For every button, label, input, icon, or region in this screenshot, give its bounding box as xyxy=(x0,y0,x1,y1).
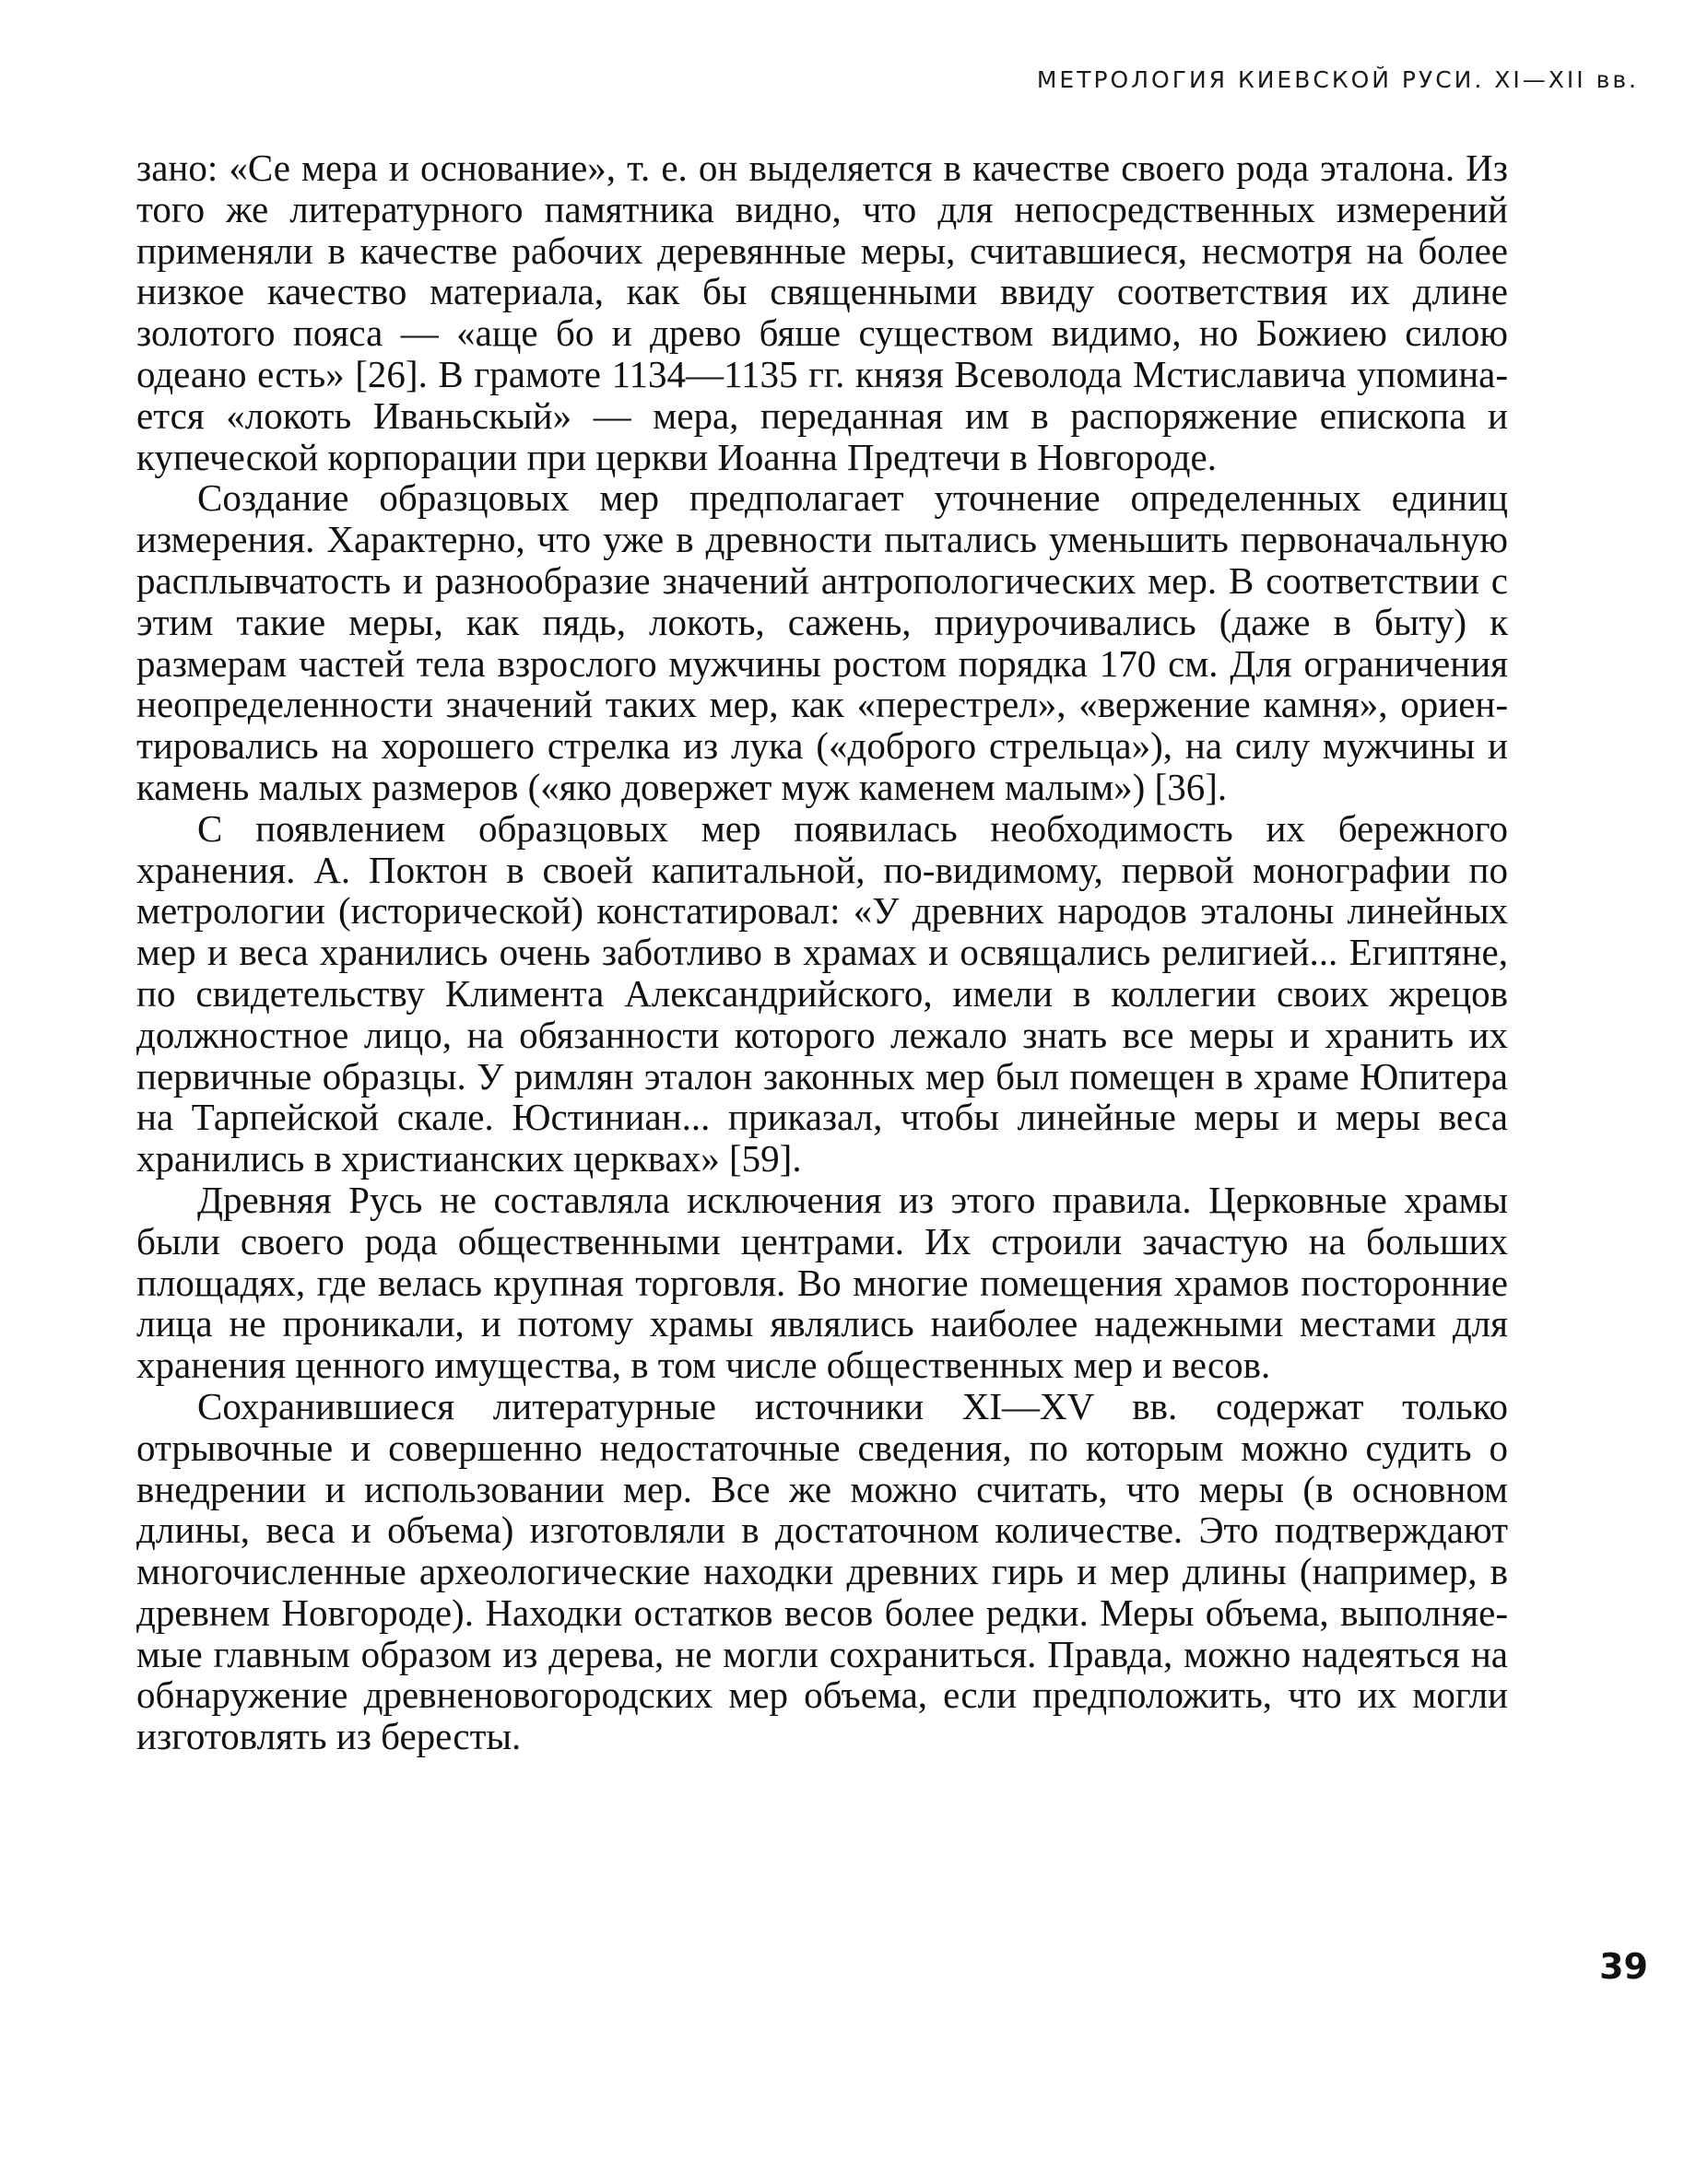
page-number: 39 xyxy=(1599,1946,1648,1987)
body-text xyxy=(136,147,1508,1757)
paragraph-3: С появлением образцовых мер появилась необходимость их бережного хранения. А. Поктон в своей капитальной, по-видимому, первой монографии по метрологии (исторической) констатировал: «У древних народов эталоны линейных мер и веса хранились очень заботливо в храмах и освящались религией... Египтяне, по свидетельству Климента Александрийского, имели в коллегии своих жрецов должностное лицо, на обязанности которого лежало знать все меры и хранить их первичные образцы. У римлян эталон законных мер был помещен в храме Юпитера на Тарпейской скале. Юстиниан... приказал, чтобы линейные меры и меры веса хранились в христианских церквах» [59]. xyxy=(136,806,1508,1180)
paragraph-5: Сохранившиеся литературные источники XI—XV вв. содержат только отрывочные и совершенно недостаточные сведения, по которым можно судить о внедрении и использовании мер. Все же можно считать, что меры (в основном длины, веса и объема) изготовляли в достаточном количестве. Это подтверждают многочисленные археологические находки древних гирь и мер длины (например, в древнем Новгороде). Находки остатков весов более редки. Меры объема, выполняемые главным образом из дерева, не могли сохраниться. Правда, можно надеяться на обнаружение древненовогородских мер объема, если предположить, что их могли изготовлять из бересты. xyxy=(136,1384,1508,1758)
paragraph-2: Создание образцовых мер предполагает уточнение определенных единиц измерения. Характерно, что уже в древности пытались уменьшить первоначальную расплывчатость и разнообразие значений антропологических мер. В соответствии с этим такие меры, как пядь, локоть, сажень, приурочивались (даже в быту) к размерам частей тела взрослого мужчины ростом порядка 170 см. Для ограничения неопределенности значений таких мер, как «перестрел», «вержение камня», ориентировались на хорошего стрелка из лука («доброго стрельца»), на силу мужчины и камень малых размеров («яко довержет муж каменем малым») [36]. xyxy=(136,476,1508,808)
running-header: МЕТРОЛОГИЯ КИЕВСКОЙ РУСИ. XI—XII вв. xyxy=(1036,66,1639,93)
paragraph-4: Древняя Русь не составляла исключения из этого правила. Церковные храмы были своего рода общественными центрами. Их строили зачастую на больших площадях, где велась крупная торговля. Во многие помещения храмов посторонние лица не проникали, и потому храмы являлись наиболее надежными местами для хранения ценного имущества, в том числе общественных мер и весов. xyxy=(136,1178,1508,1387)
paragraph-1: зано: «Се мера и основание», т. е. он выделяется в качестве своего рода эталона. Из того же литературного памятника видно, что для непосредственных измерений применяли в качестве рабочих деревянные меры, считавшиеся, несмотря на более низкое качество материала, как бы священными ввиду соответствия их длине золотого пояса — «аще бо и древо бяше существом видимо, но Божиею силою одеано есть» [26]. В грамоте 1134—1135 гг. князя Всеволода Мстиславича упоминается «локоть Иваньскый» — мера, переданная им в распоряжение епископа и купеческой корпорации при церкви Иоанна Предтечи в Новгороде. xyxy=(136,147,1508,478)
